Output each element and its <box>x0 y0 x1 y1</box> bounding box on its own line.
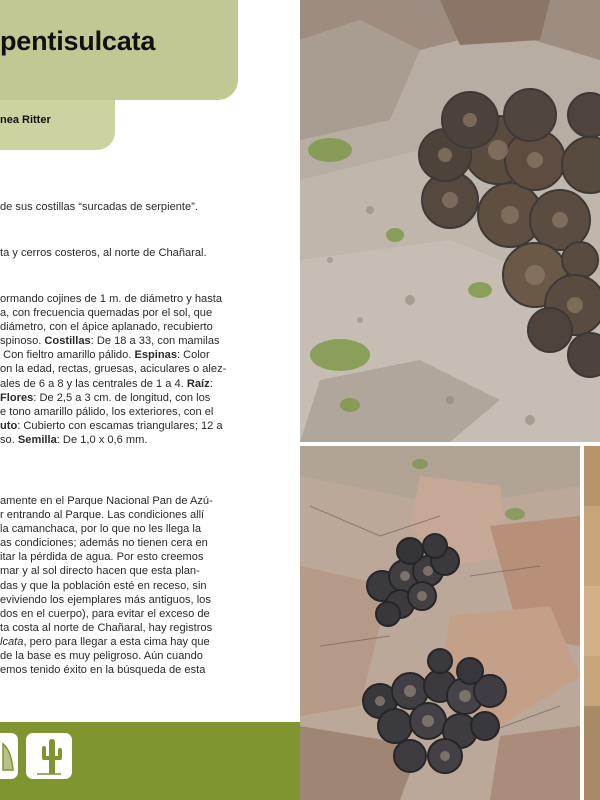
text-line: ta costa al norte de Chañaral, hay registros <box>0 621 213 634</box>
text-line: ormando cojines de 1 m. de diámetro y hasta <box>0 293 222 305</box>
text-line: so. Semilla: De 1,0 x 0,6 mm. <box>0 433 148 446</box>
text-line: emos tenido éxito en la búsqueda de esta <box>0 664 206 677</box>
text-line: eviviendo los ejemplares más antiguos, los <box>0 593 211 606</box>
right-page <box>300 0 600 800</box>
text-line: e tono amarillo pálido, los exteriores, con el <box>0 405 214 418</box>
term-fruto: uto <box>0 419 18 432</box>
term-flores: Flores <box>0 391 34 404</box>
text-line: lcata, pero para llegar a esta cima hay que <box>0 635 210 648</box>
side-habitat-photo <box>584 446 600 800</box>
text-line: de la base es muy peligroso. Aún cuando <box>0 650 203 663</box>
text-line: das y que la población esté en receso, sin <box>0 579 207 592</box>
text-line: de sus costillas “surcadas de serpiente”. <box>0 201 198 213</box>
top-habitat-photo <box>300 0 600 442</box>
bottom-habitat-photo <box>300 446 580 800</box>
globular-cactus-icon <box>0 733 18 779</box>
text-line: Con fieltro amarillo pálido. Espinas: Color <box>3 349 210 362</box>
species-author: nea Ritter <box>0 114 51 126</box>
text-line: ta y cerros costeros, al norte de Chañaral. <box>0 247 207 259</box>
columnar-cactus-icon <box>26 733 72 779</box>
text-line: mar y al sol directo hacen que esta plan- <box>0 565 200 578</box>
text-line: itar la pérdida de agua. Por esto creemos <box>0 551 204 564</box>
distribution-paragraph <box>0 246 264 260</box>
species-title: pentisulcata <box>0 26 156 56</box>
etymology-paragraph <box>0 200 264 214</box>
text-line: Flores: De 2,5 a 3 cm. de longitud, con los <box>0 391 211 404</box>
text-line: a, con frecuencia quemadas por el sol, que <box>0 307 213 320</box>
text-line: uto: Cubierto con escamas triangulares; 12 a <box>0 419 223 432</box>
description-paragraph <box>0 292 264 447</box>
term-espinas: Espinas <box>134 349 177 362</box>
text-line: ales de 6 a 8 y las centrales de 1 a 4. Raíz: <box>0 377 213 390</box>
term-costillas: Costillas <box>44 335 91 348</box>
text-line: r entrando al Parque. Las condiciones allí <box>0 509 205 522</box>
species-epithet: lcata <box>0 635 24 648</box>
term-raiz: Raíz <box>186 377 210 390</box>
term-semilla: Semilla <box>17 433 57 446</box>
text-line: spinoso. Costillas: De 18 a 33, con mamilas <box>0 335 220 348</box>
conservation-paragraph <box>0 494 264 677</box>
text-line: la camanchaca, por lo que no les llega la <box>0 523 202 536</box>
text-line: amente en el Parque Nacional Pan de Azú- <box>0 495 213 507</box>
text-line: on la edad, rectas, gruesas, aciculares o alez- <box>0 363 227 376</box>
text-line: diámetro, con el ápice aplanado, recubierto <box>0 321 213 334</box>
text-line: dos en el cuerpo), para evitar el exceso de <box>0 607 210 620</box>
text-line: as condiciones; además no tienen cera en <box>0 537 208 550</box>
